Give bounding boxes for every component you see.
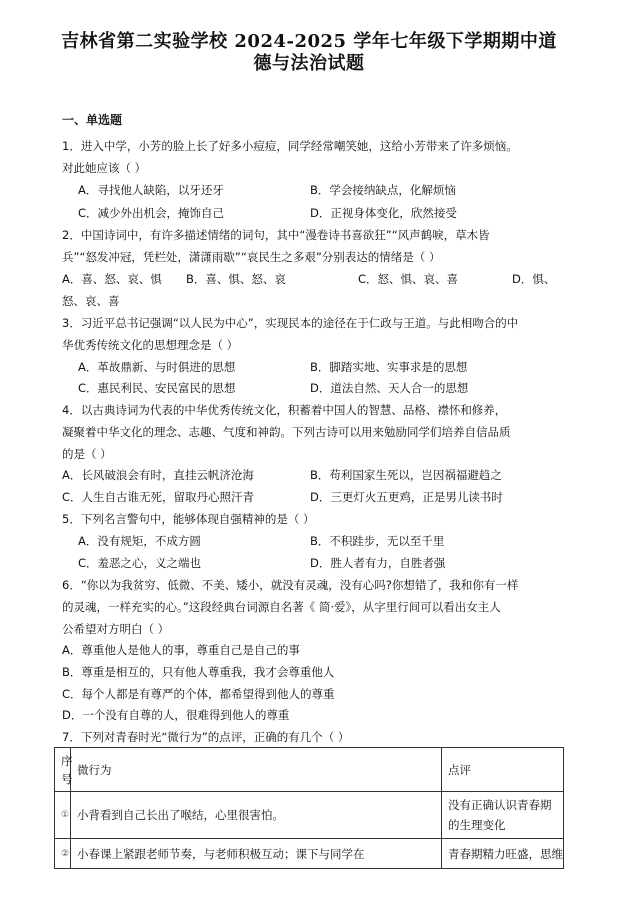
q3-option-a: A．革故鼎新、与时俱进的思想 — [78, 360, 236, 374]
table-header-number: 序号 — [55, 748, 71, 792]
q6-stem-line-3: 公希望对方明白（ ） — [62, 622, 170, 636]
q4-stem-line-3: 的是（ ） — [62, 447, 112, 461]
q5-option-a: A．没有规矩，不成方圆 — [78, 534, 201, 548]
q2-option-a: A．喜、怒、哀、惧 — [62, 272, 162, 286]
table-row — [55, 792, 564, 839]
q4-option-a: A．长风破浪会有时，直挂云帆济沧海 — [62, 468, 254, 482]
q5-option-b: B．不积跬步，无以至千里 — [310, 534, 445, 548]
q6-stem-line-1: 6．“你以为我贫穷、低微、不美、矮小，就没有灵魂，没有心吗?你想错了，我和你有一样 — [62, 578, 519, 592]
q1-stem-line-2: 对此她应该（ ） — [62, 161, 147, 175]
exam-title-line-2: 德与法治试题 — [253, 53, 365, 74]
table-cell-comment: 青春期精力旺盛，思维 — [442, 839, 564, 869]
q7-stem: 7．下列对青春时光“微行为”的点评，正确的有几个（ ） — [62, 730, 350, 744]
q5-option-c: C．羞恶之心，义之端也 — [78, 556, 202, 570]
q2-option-b: B．喜、惧、怒、哀 — [186, 272, 286, 286]
q5-option-d: D．胜人者有力，自胜者强 — [310, 556, 446, 570]
q2-option-d: D．惧、 — [512, 272, 556, 286]
q5-stem-line-1: 5．下列名言警句中，能够体现自强精神的是（ ） — [62, 512, 315, 526]
q6-option-c: C．每个人都是有尊严的个体，都希望得到他人的尊重 — [62, 687, 335, 701]
q6-option-b: B．尊重是相互的，只有他人尊重我，我才会尊重他人 — [62, 665, 335, 679]
q6-stem-line-2: 的灵魂，一样充实的心。”这段经典台词源自名著《 简·爱》，从字里行间可以看出女主人 — [62, 600, 501, 614]
table-cell-number: ② — [55, 839, 71, 869]
q6-option-d: D．一个没有自尊的人，很难得到他人的尊重 — [62, 708, 290, 722]
q3-option-c: C．惠民利民、安民富民的思想 — [78, 381, 236, 395]
table-cell-behavior: 小春课上紧跟老师节奏，与老师积极互动；课下与同学在 — [71, 839, 442, 869]
q2-stem-line-1: 2．中国诗词中，有许多描述情绪的词句，其中“漫卷诗书喜欲狂”“风声鹤唳，草木皆 — [62, 228, 490, 242]
table-row — [55, 839, 564, 869]
q3-option-b: B．脚踏实地、实事求是的思想 — [310, 360, 468, 374]
q2-stem-line-2: 兵”“怒发冲冠，凭栏处，潇潇雨歇”“哀民生之多艰”分别表达的情绪是（ ） — [62, 250, 441, 264]
q1-option-a: A．寻找他人缺陷，以牙还牙 — [78, 183, 224, 197]
q4-stem-line-1: 4．以古典诗词为代表的中华优秀传统文化，积蓄着中国人的智慧、品格、襟怀和修养， — [62, 403, 507, 417]
table-cell-comment: 没有正确认识青春期的生理变化 — [442, 792, 564, 839]
section-heading: 一、单选题 — [62, 113, 123, 127]
table-header-behavior: 微行为 — [71, 748, 442, 792]
q3-stem-line-2: 华优秀传统文化的思想理念是（ ） — [62, 338, 239, 352]
table-cell-behavior: 小背看到自己长出了喉结，心里很害怕。 — [71, 792, 442, 839]
table-header-comment: 点评 — [442, 748, 564, 792]
q2-option-d-continued: 怒、哀、喜 — [62, 294, 120, 308]
q4-option-b: B．苟利国家生死以，岂因祸福避趋之 — [310, 468, 502, 482]
q4-option-c: C．人生自古谁无死，留取丹心照汗青 — [62, 490, 255, 504]
table-cell-number: ① — [55, 792, 71, 839]
table-header-row — [55, 748, 564, 792]
q1-option-b: B．学会接纳缺点，化解烦恼 — [310, 183, 456, 197]
q6-option-a: A．尊重他人是他人的事，尊重自己是自己的事 — [62, 643, 300, 657]
q7-table — [54, 747, 564, 869]
q3-stem-line-1: 3．习近平总书记强调“以人民为中心”，实现民本的途径在于仁政与王道。与此相吻合的中 — [62, 316, 519, 330]
exam-title-line-1: 吉林省第二实验学校 2024-2025 学年七年级下学期期中道 — [61, 31, 557, 52]
q2-option-c: C．怒、惧、哀、喜 — [358, 272, 459, 286]
q1-stem-line-1: 1．进入中学，小芳的脸上长了好多小痘痘，同学经常嘲笑她，这给小芳带来了许多烦恼。 — [62, 139, 518, 153]
q1-option-c: C．减少外出机会，掩饰自己 — [78, 206, 225, 220]
q4-stem-line-2: 凝聚着中华文化的理念、志趣、气度和神韵。下列古诗可以用来勉励同学们培养自信品质 — [62, 425, 511, 439]
q1-option-d: D．正视身体变化，欣然接受 — [310, 206, 457, 220]
q4-option-d: D．三更灯火五更鸡，正是男儿读书时 — [310, 490, 503, 504]
q3-option-d: D．道法自然、天人合一的思想 — [310, 381, 469, 395]
